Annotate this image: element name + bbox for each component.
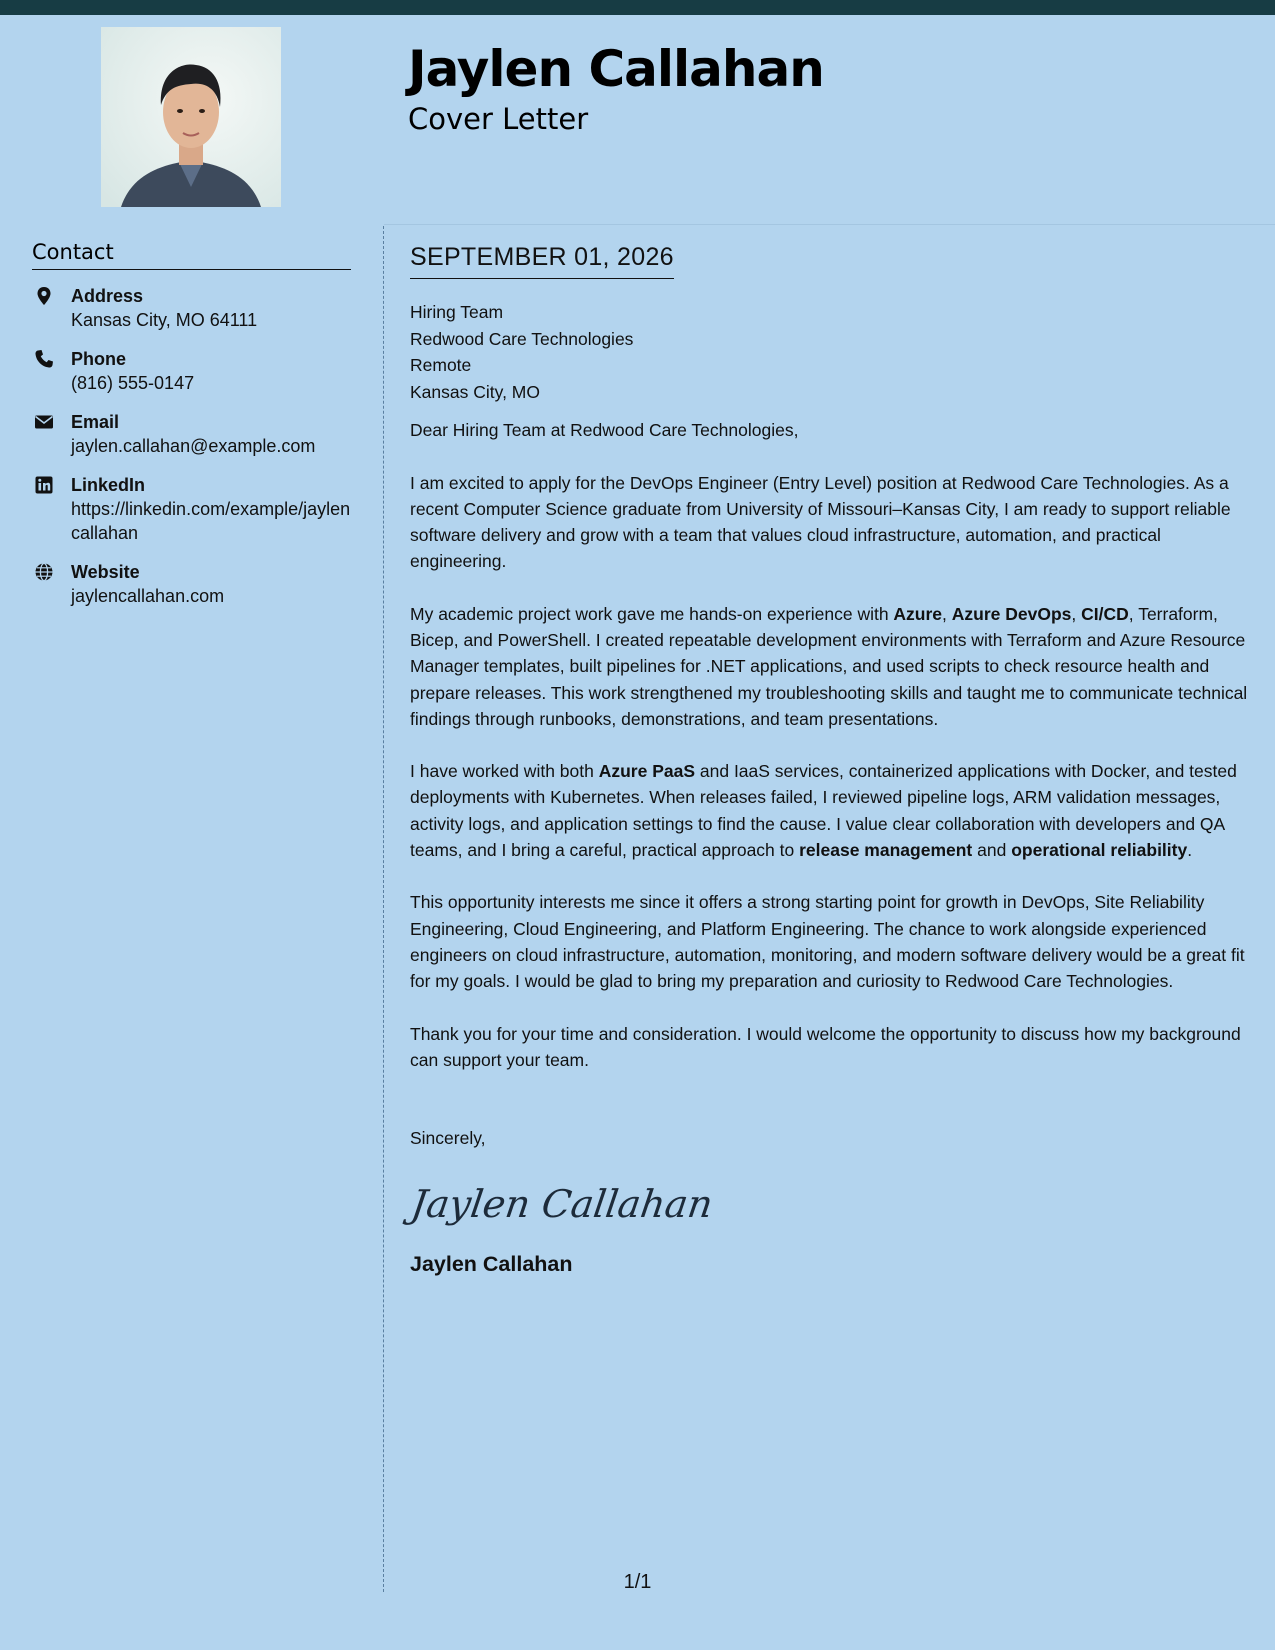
paragraph-text: Thank you for your time and consideration. I would welcome the opportunity to discuss how my background can support your team. xyxy=(410,1023,1241,1070)
candidate-name: Jaylen Callahan xyxy=(408,40,824,98)
paragraph-text: , xyxy=(942,603,952,624)
globe-icon xyxy=(34,562,54,582)
contact-label: Email xyxy=(71,412,120,432)
linkedin-value[interactable]: https://linkedin.com/example/jaylencallahan xyxy=(71,499,351,543)
emphasis-text: Azure PaaS xyxy=(598,761,696,782)
paragraph-text: and xyxy=(972,840,1012,861)
phone-icon xyxy=(34,349,54,369)
signer-name: Jaylen Callahan xyxy=(410,1252,573,1277)
paragraph xyxy=(410,470,1248,575)
signature xyxy=(410,1151,1248,1238)
paragraph-text: This opportunity interests me since it offers a strong starting point for growth in DevOps, Site Reliability Engineering, Cloud Engineering, and Platform Engineering. The chance to work alongside experienced engineers on cloud infrastructure, automation, monitoring, and modern software delivery would be a great fit for my goals. I would be glad to bring my preparation and curiosity to Redwood Care Technologies. xyxy=(410,892,1245,992)
contact-label: Phone xyxy=(71,349,127,369)
emphasis-text: CI/CD xyxy=(1081,603,1129,624)
avatar xyxy=(101,27,281,207)
contact-label: Address xyxy=(71,286,144,306)
top-accent-bar xyxy=(0,0,1275,15)
contact-item-linkedin xyxy=(32,473,351,545)
document-title: Cover Letter xyxy=(408,102,589,136)
emphasis-text: Azure xyxy=(893,603,943,624)
paragraph-text: I have worked with both xyxy=(410,761,599,782)
contact-item-phone xyxy=(32,347,351,395)
emphasis-text: release management xyxy=(799,840,973,861)
paragraph xyxy=(410,1021,1248,1074)
envelope-icon xyxy=(34,412,54,432)
emphasis-text: Azure DevOps xyxy=(951,603,1072,624)
contact-label: Website xyxy=(71,562,140,582)
paragraph-text: My academic project work gave me hands-on experience with xyxy=(410,603,894,624)
address-value: Kansas City, MO 64111 xyxy=(71,310,258,330)
paragraph xyxy=(410,601,1248,732)
website-value[interactable]: jaylencallahan.com xyxy=(71,586,225,606)
paragraph xyxy=(410,758,1248,863)
letter-body xyxy=(410,243,1248,1277)
emphasis-text: operational reliability xyxy=(1011,840,1188,861)
contact-item-email xyxy=(32,410,351,458)
svg-text:Jaylen Callahan: Jaylen Callahan xyxy=(408,1183,716,1228)
contact-item-address xyxy=(32,284,351,332)
recipient-line: Remote xyxy=(410,355,472,375)
header-divider xyxy=(384,224,1275,225)
contact-label: LinkedIn xyxy=(71,475,146,495)
page-number: 1/1 xyxy=(623,1571,652,1593)
paragraph-text: I am excited to apply for the DevOps Engineer (Entry Level) position at Redwood Care Technologies. As a recent Computer Science graduate from University of Missouri–Kansas City, I am ready to support reliable software delivery and grow with a team that values cloud infrastructure, automation, and practical engineering. xyxy=(410,472,1231,572)
email-value[interactable]: jaylen.callahan@example.com xyxy=(71,436,316,456)
map-pin-icon xyxy=(34,286,54,306)
contact-sidebar xyxy=(32,240,351,623)
recipient-line: Kansas City, MO xyxy=(410,381,540,402)
phone-value: (816) 555-0147 xyxy=(71,373,195,393)
paragraph-text: . xyxy=(1187,840,1193,861)
closing: Sincerely, xyxy=(410,1128,486,1149)
paragraph-text: , Terraform, Bicep, and PowerShell. I created repeatable development environments with Terraform and Azure Resource Manager templates, built pipelines for .NET applications, and used scripts to check resource health and prepare releases. This work strengthened my troubleshooting skills and taught me to communicate technical findings through runbooks, demonstrations, and team presentations. xyxy=(410,603,1248,729)
recipient-line: Redwood Care Technologies xyxy=(410,328,634,349)
recipient-block xyxy=(410,299,1248,405)
paragraph-text: , xyxy=(1071,603,1082,624)
column-divider xyxy=(383,226,384,1592)
linkedin-icon xyxy=(34,475,54,495)
contact-item-website xyxy=(32,560,351,608)
paragraph xyxy=(410,889,1248,994)
letter-date: SEPTEMBER 01, 2026 xyxy=(410,243,674,279)
contact-heading: Contact xyxy=(32,240,351,270)
recipient-line: Hiring Team xyxy=(410,302,504,322)
salutation: Dear Hiring Team at Redwood Care Technologies, xyxy=(410,420,799,440)
paragraph-text: and IaaS services, containerized applications with Docker, and tested deployments with Kubernetes. When releases failed, I reviewed pipeline logs, ARM validation messages, activity logs, and application settings to find the cause. I value clear collaboration with developers and QA teams, and I bring a careful, practical approach to xyxy=(410,761,1237,861)
